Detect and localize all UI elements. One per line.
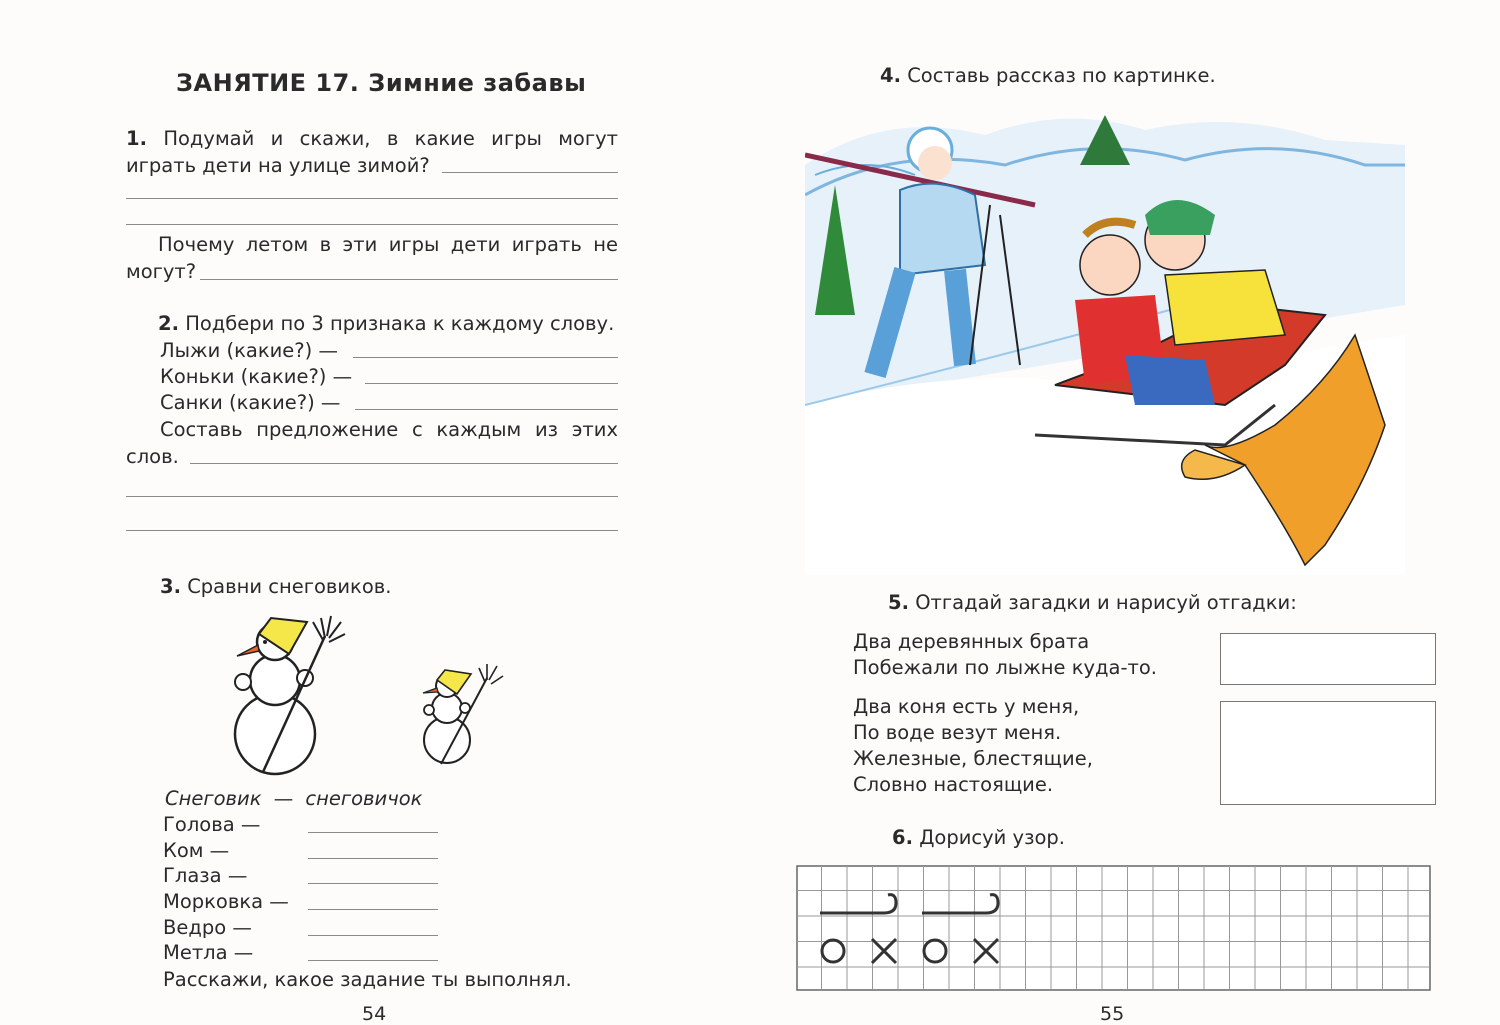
answer-line[interactable] bbox=[308, 858, 438, 859]
task2-number: 2. bbox=[158, 312, 179, 335]
pair-word-right: снеговичок bbox=[305, 787, 423, 810]
riddle2-line2: По воде везут меня. bbox=[853, 721, 1062, 744]
riddle2-line3: Железные, блестящие, bbox=[853, 747, 1093, 770]
task5-number: 5. bbox=[888, 591, 909, 614]
answer-line[interactable] bbox=[126, 530, 618, 531]
answer-line[interactable] bbox=[308, 935, 438, 936]
pattern-grid[interactable] bbox=[796, 865, 1432, 993]
big-snowman-illustration bbox=[225, 612, 355, 777]
task3-number: 3. bbox=[160, 575, 181, 598]
task1-line1 bbox=[126, 126, 618, 152]
task2-heading-row bbox=[158, 311, 614, 337]
task4-heading: Составь рассказ по картинке. bbox=[907, 64, 1216, 87]
task1-line3: Почему летом в эти игры дети играть не bbox=[158, 233, 618, 256]
riddle2-line1: Два коня есть у меня, bbox=[853, 695, 1080, 718]
task1-line4: могут? bbox=[126, 260, 197, 283]
answer-line[interactable] bbox=[126, 224, 618, 225]
word-broom: Метла — bbox=[163, 941, 254, 964]
task2-heading: Подбери по 3 признака к каждому слову. bbox=[185, 312, 615, 335]
riddle1-answer-box[interactable] bbox=[1220, 633, 1436, 685]
answer-line[interactable] bbox=[365, 383, 618, 384]
pair-dash: — bbox=[273, 787, 294, 810]
word-carrot: Морковка — bbox=[163, 890, 289, 913]
word-eyes: Глаза — bbox=[163, 864, 248, 887]
page-number-right: 55 bbox=[1100, 1003, 1125, 1025]
answer-line[interactable] bbox=[190, 463, 618, 464]
answer-line[interactable] bbox=[353, 357, 618, 358]
answer-line[interactable] bbox=[355, 409, 618, 410]
small-snowman-illustration bbox=[415, 660, 510, 770]
answer-line[interactable] bbox=[200, 279, 618, 280]
pair-word-left: Снеговик bbox=[165, 787, 262, 810]
task2-item-sled: Санки (какие?) — bbox=[160, 391, 341, 414]
riddle2-answer-box[interactable] bbox=[1220, 701, 1436, 805]
answer-line[interactable] bbox=[442, 172, 618, 173]
task3-heading: Сравни снеговиков. bbox=[187, 575, 392, 598]
task6-heading-row bbox=[892, 825, 1065, 851]
answer-line[interactable] bbox=[308, 909, 438, 910]
page-number-left: 54 bbox=[362, 1003, 387, 1025]
word-head: Голова — bbox=[163, 813, 261, 836]
snowman-pair-row bbox=[165, 786, 422, 812]
task2-line-b: слов. bbox=[126, 445, 179, 468]
task1-text-1: Подумай и скажи, в какие игры могут bbox=[163, 127, 618, 150]
right-page bbox=[750, 0, 1500, 1025]
task1-number: 1. bbox=[126, 127, 147, 150]
winter-sledding-illustration bbox=[805, 105, 1405, 575]
task6-heading: Дорисуй узор. bbox=[919, 826, 1065, 849]
task4-heading-row bbox=[880, 63, 1216, 89]
riddle1-line1: Два деревянных брата bbox=[853, 630, 1090, 653]
task2-item-skates: Коньки (какие?) — bbox=[160, 365, 353, 388]
task2-line-a: Составь предложение с каждым из этих bbox=[160, 418, 618, 441]
answer-line[interactable] bbox=[126, 198, 618, 199]
task5-heading-row bbox=[888, 590, 1297, 616]
task1-line2: играть дети на улице зимой? bbox=[126, 154, 430, 177]
task3-footer: Расскажи, какое задание ты выполнял. bbox=[163, 968, 572, 991]
word-ball: Ком — bbox=[163, 839, 230, 862]
word-bucket: Ведро — bbox=[163, 916, 252, 939]
riddle2-line4: Словно настоящие. bbox=[853, 773, 1054, 796]
lesson-title: ЗАНЯТИЕ 17. Зимние забавы bbox=[176, 69, 587, 97]
riddle1-line2: Побежали по лыжне куда-то. bbox=[853, 656, 1157, 679]
task5-heading: Отгадай загадки и нарисуй отгадки: bbox=[915, 591, 1297, 614]
answer-line[interactable] bbox=[308, 832, 438, 833]
task3-heading-row bbox=[160, 574, 391, 600]
answer-line[interactable] bbox=[308, 883, 438, 884]
answer-line[interactable] bbox=[308, 960, 438, 961]
answer-line[interactable] bbox=[126, 496, 618, 497]
task4-number: 4. bbox=[880, 64, 901, 87]
task2-item-skis: Лыжи (какие?) — bbox=[160, 339, 338, 362]
task6-number: 6. bbox=[892, 826, 913, 849]
